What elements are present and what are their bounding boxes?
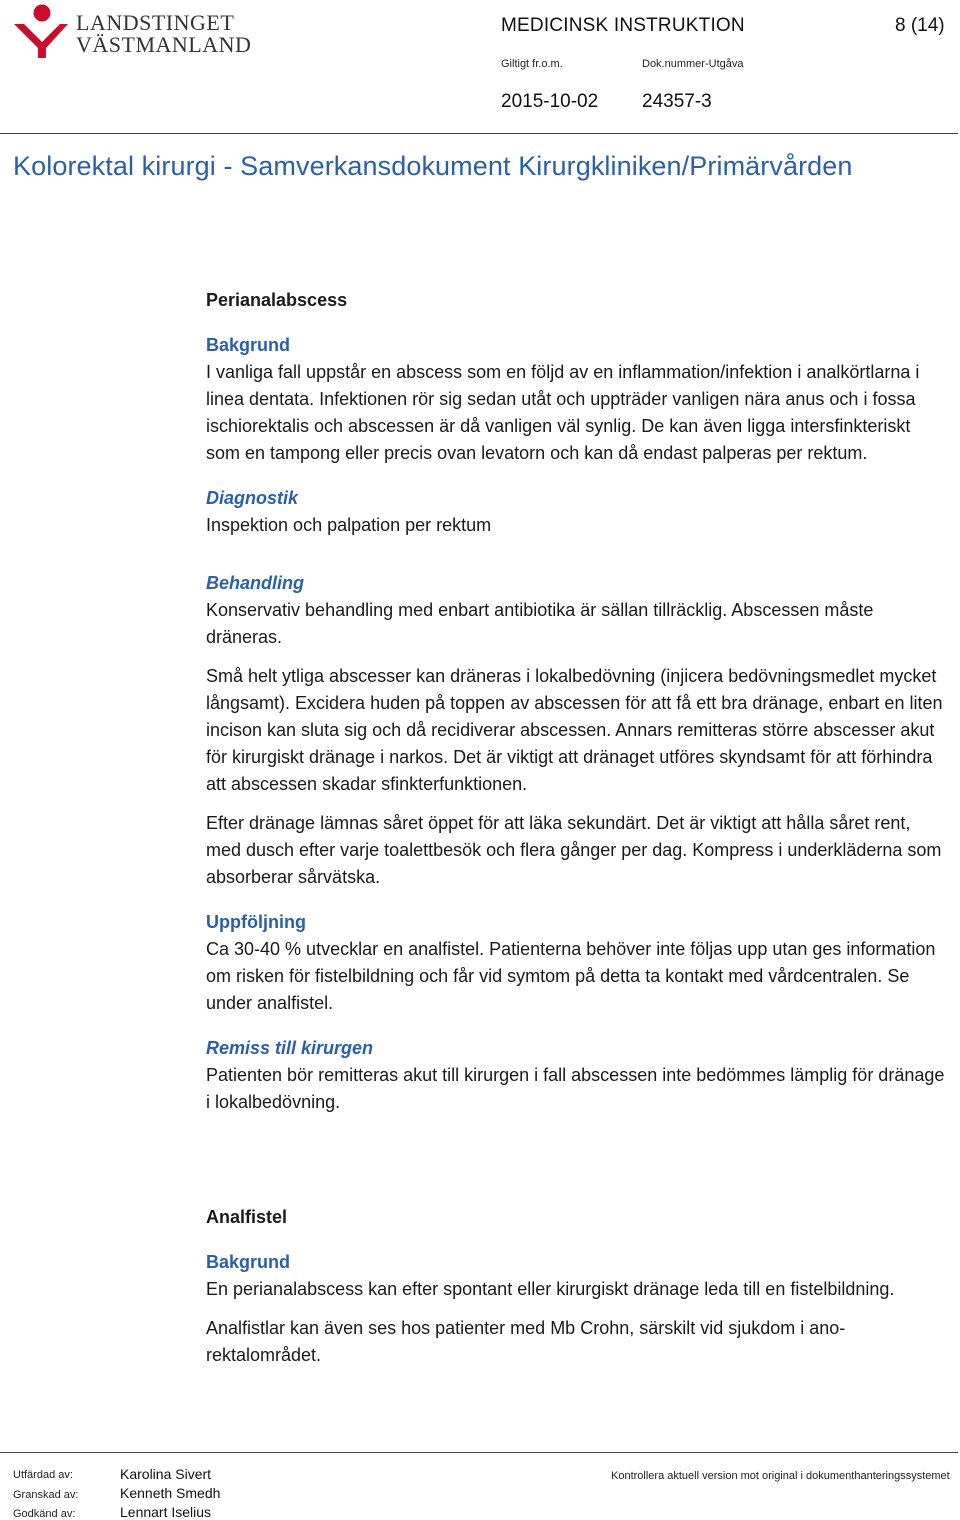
paragraph-uppfoljning: Ca 30-40 % utvecklar en analfistel. Patienterna behöver inte följas upp utan ges information om risken för fistelbildning och får vid symtom på detta ta kontakt med vårdcentralen. Se under analfistel. [206, 939, 936, 1013]
subheading-diagnostik: Diagnostik [206, 488, 299, 508]
issued-by-label: Utfärdad av: [13, 1469, 73, 1481]
page-number: 8 (14) [895, 15, 945, 36]
version-control-note: Kontrollera aktuell version mot original i dokumenthanteringssystemet [611, 1470, 950, 1482]
subheading-behandling: Behandling [206, 573, 304, 593]
subheading-bakgrund: Bakgrund [206, 1252, 291, 1272]
subheading-bakgrund: Bakgrund [206, 335, 291, 355]
page-title: Kolorektal kirurgi - Samverkansdokument Kirurgkliniken/Primärvården [13, 151, 853, 181]
section-heading: Analfistel [206, 1207, 288, 1227]
paragraph-bakgrund-1: En perianalabscess kan efter spontant eller kirurgiskt dränage leda till en fistelbildning. [206, 1279, 895, 1299]
reviewed-by-label: Granskad av: [13, 1489, 79, 1501]
organization-logo [12, 2, 252, 60]
reviewed-by-name: Kenneth Smedh [120, 1485, 221, 1501]
header-divider [0, 133, 958, 134]
section-perianalabscess [206, 287, 948, 1116]
logo-wordmark [76, 12, 251, 56]
subheading-uppfoljning: Uppföljning [206, 912, 306, 932]
issued-by-name: Karolina Sivert [120, 1466, 212, 1482]
paragraph-behandling-1: Konservativ behandling med enbart antibiotika är sällan tillräcklig. Abscessen måste dräneras. [206, 600, 874, 647]
doc-number-label: Dok.nummer-Utgåva [642, 58, 744, 70]
section-heading: Perianalabscess [206, 290, 348, 310]
logo-emblem-icon [12, 2, 68, 60]
subheading-remiss: Remiss till kirurgen [206, 1038, 374, 1058]
paragraph-diagnostik: Inspektion och palpation per rektum [206, 515, 492, 535]
document-type: MEDICINSK INSTRUKTION [501, 15, 745, 36]
paragraph-behandling-2: Små helt ytliga abscesser kan dräneras i lokalbedövning (injicera bedövningsmedlet mycket långsamt). Excidera huden på toppen av abscessen för att få ett bra dränage, enbart en liten incison kan sluta sig och då recidiverar abscessen. Annars remitteras större abscesser akut för kirurgiskt dränage i narkos. Det är viktigt att dränaget utföres skyndsamt för att förhindra att abscessen skadar sfinkterfunktionen. [206, 666, 943, 794]
footer-divider [0, 1452, 958, 1453]
paragraph-remiss: Patienten bör remitteras akut till kirurgen i fall abscessen inte bedömmes lämplig för dränage i lokalbedövning. [206, 1065, 945, 1112]
doc-number: 24357-3 [642, 91, 712, 112]
paragraph-bakgrund: I vanliga fall uppstår en abscess som en följd av en inflammation/infektion i analkörtlarna i linea dentata. Infektionen rör sig sedan utåt och uppträder vanligen nära anus och i fossa ischiorektalis och abscessen är då vanligen väl synlig. De kan även ligga intersfinkteriskt som en tampong eller precis ovan levatorn och kan då endast palperas per rektum. [206, 362, 920, 463]
logo-line1: LANDSTINGET [76, 10, 235, 35]
valid-from-label: Giltigt fr.o.m. [501, 58, 563, 70]
paragraph-bakgrund-2: Analfistlar kan även ses hos patienter med Mb Crohn, särskilt vid sjukdom i ano-rektalområdet. [206, 1318, 846, 1365]
approved-by-label: Godkänd av: [13, 1508, 76, 1520]
logo-line2: VÄSTMANLAND [76, 32, 252, 57]
valid-from-date: 2015-10-02 [501, 91, 599, 112]
section-analfistel [206, 1204, 948, 1369]
paragraph-behandling-3: Efter dränage lämnas såret öppet för att läka sekundärt. Det är viktigt att hålla såret rent, med dusch efter varje toalettbesök och flera gånger per dag. Kompress i underkläderna som absorberar sårvätska. [206, 813, 942, 887]
approved-by-name: Lennart Iselius [120, 1504, 212, 1520]
